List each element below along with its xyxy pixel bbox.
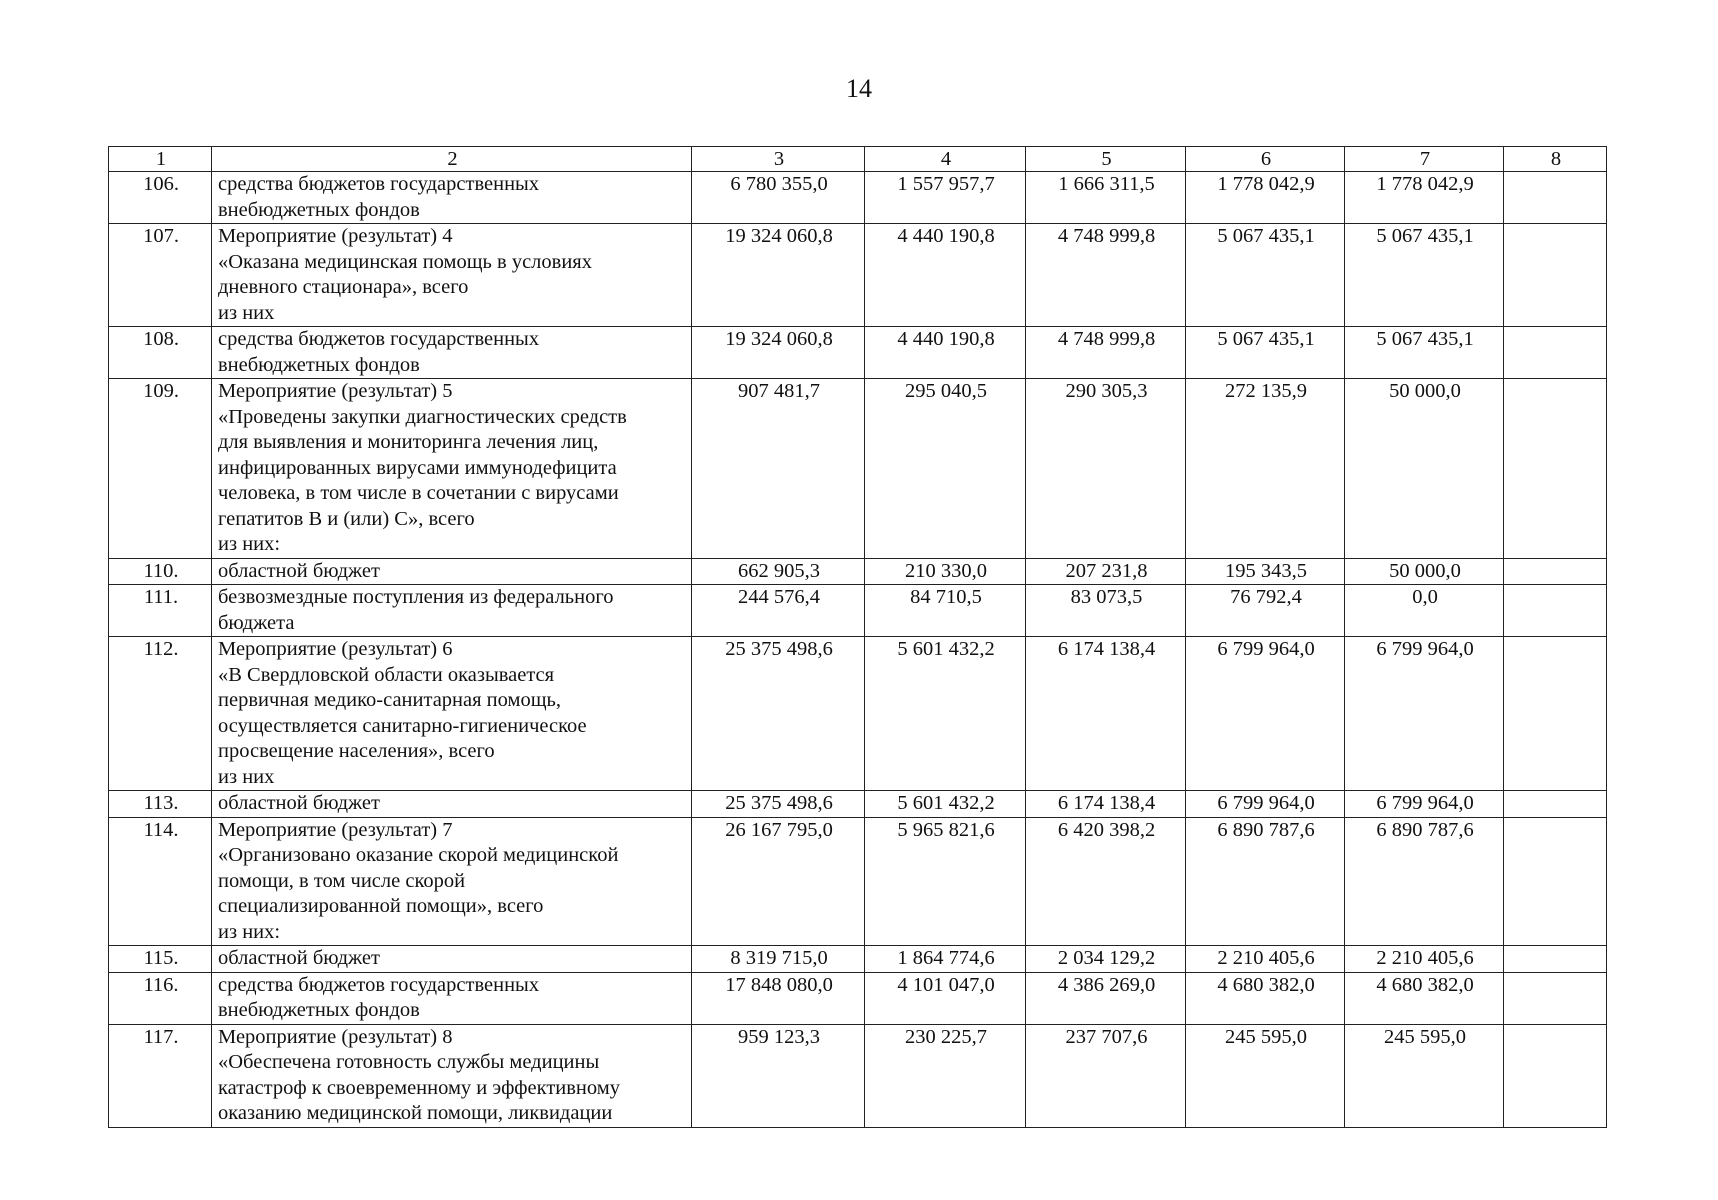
value-cell-col-3: 17 848 080,0 — [692, 972, 865, 1024]
header-cell-col-3: 3 — [692, 147, 865, 172]
description-line: Мероприятие (результат) 4 — [218, 225, 453, 247]
description-line: из них: — [218, 533, 281, 555]
description-cell — [212, 817, 692, 946]
description-line: безвозмездные поступления из федерального — [218, 586, 614, 608]
value-cell-col-3: 25 375 498,6 — [692, 637, 865, 791]
table-row — [109, 172, 1607, 224]
value-cell-col-8 — [1504, 637, 1607, 791]
header-cell-col-7: 7 — [1345, 147, 1504, 172]
value-cell-col-6: 6 799 964,0 — [1186, 791, 1345, 818]
header-cell-col-6: 6 — [1186, 147, 1345, 172]
value-cell-col-7: 5 067 435,1 — [1345, 327, 1504, 379]
description-line: гепатитов В и (или) С», всего — [218, 507, 475, 530]
description-line: для выявления и мониторинга лечения лиц, — [218, 431, 599, 453]
description-line: первичная медико-санитарная помощь, — [218, 689, 561, 711]
value-cell-col-6: 6 799 964,0 — [1186, 637, 1345, 791]
table-row — [109, 558, 1607, 585]
table-row — [109, 791, 1607, 818]
description-cell — [212, 791, 692, 818]
value-cell-col-6: 245 595,0 — [1186, 1024, 1345, 1127]
value-cell-col-7: 50 000,0 — [1345, 379, 1504, 559]
value-cell-col-7: 6 799 964,0 — [1345, 637, 1504, 791]
value-cell-col-3: 244 576,4 — [692, 585, 865, 637]
row-number-cell: 110. — [109, 558, 212, 585]
description-line: внебюджетных фондов — [218, 198, 420, 221]
value-cell-col-8 — [1504, 1024, 1607, 1127]
value-cell-col-7: 6 799 964,0 — [1345, 791, 1504, 818]
value-cell-col-4: 230 225,7 — [865, 1024, 1026, 1127]
value-cell-col-8 — [1504, 172, 1607, 224]
header-cell-col-2: 2 — [212, 147, 692, 172]
description-line: Мероприятие (результат) 5 — [218, 380, 453, 402]
table-row — [109, 817, 1607, 946]
value-cell-col-8 — [1504, 972, 1607, 1024]
description-line: осуществляется санитарно-гигиеническое — [218, 714, 587, 737]
row-number-cell: 112. — [109, 637, 212, 791]
value-cell-col-4: 5 601 432,2 — [865, 791, 1026, 818]
value-cell-col-6: 5 067 435,1 — [1186, 224, 1345, 327]
value-cell-col-7: 1 778 042,9 — [1345, 172, 1504, 224]
row-number-cell: 111. — [109, 585, 212, 637]
description-line: катастроф к своевременному и эффективному — [218, 1076, 620, 1099]
value-cell-col-5: 6 174 138,4 — [1026, 637, 1186, 791]
value-cell-col-5: 6 174 138,4 — [1026, 791, 1186, 818]
table-row — [109, 946, 1607, 973]
value-cell-col-4: 4 101 047,0 — [865, 972, 1026, 1024]
value-cell-col-8 — [1504, 224, 1607, 327]
description-line: специализированной помощи», всего — [218, 895, 544, 917]
value-cell-col-3: 26 167 795,0 — [692, 817, 865, 946]
description-cell — [212, 1024, 692, 1127]
row-number-cell: 109. — [109, 379, 212, 559]
description-line: Мероприятие (результат) 8 — [218, 1025, 453, 1048]
header-cell-col-8: 8 — [1504, 147, 1607, 172]
value-cell-col-3: 662 905,3 — [692, 558, 865, 585]
value-cell-col-7: 2 210 405,6 — [1345, 946, 1504, 973]
row-number-cell: 107. — [109, 224, 212, 327]
value-cell-col-7: 245 595,0 — [1345, 1024, 1504, 1127]
table-row — [109, 637, 1607, 791]
table-body — [109, 147, 1607, 1128]
description-line: средства бюджетов государственных — [218, 973, 540, 996]
description-line: Мероприятие (результат) 6 — [218, 638, 453, 660]
value-cell-col-6: 5 067 435,1 — [1186, 327, 1345, 379]
page-number: 14 — [846, 74, 872, 103]
description-line: «Оказана медицинская помощь в условиях — [218, 250, 592, 273]
table-row — [109, 1024, 1607, 1127]
value-cell-col-6: 1 778 042,9 — [1186, 172, 1345, 224]
table-row — [109, 224, 1607, 327]
value-cell-col-3: 25 375 498,6 — [692, 791, 865, 818]
description-cell — [212, 327, 692, 379]
value-cell-col-6: 195 343,5 — [1186, 558, 1345, 585]
value-cell-col-5: 207 231,8 — [1026, 558, 1186, 585]
description-line: бюджета — [218, 611, 295, 634]
value-cell-col-6: 76 792,4 — [1186, 585, 1345, 637]
value-cell-col-4: 5 965 821,6 — [865, 817, 1026, 946]
value-cell-col-4: 4 440 190,8 — [865, 327, 1026, 379]
value-cell-col-5: 4 748 999,8 — [1026, 224, 1186, 327]
table-row — [109, 585, 1607, 637]
description-cell — [212, 585, 692, 637]
row-number-cell: 115. — [109, 946, 212, 973]
row-number-cell: 108. — [109, 327, 212, 379]
value-cell-col-8 — [1504, 585, 1607, 637]
value-cell-col-5: 6 420 398,2 — [1026, 817, 1186, 946]
description-line: просвещение населения», всего — [218, 740, 495, 762]
description-cell — [212, 172, 692, 224]
value-cell-col-5: 4 386 269,0 — [1026, 972, 1186, 1024]
description-line: областной бюджет — [218, 792, 380, 814]
description-line: средства бюджетов государственных — [218, 328, 540, 350]
description-line: внебюджетных фондов — [218, 353, 420, 376]
value-cell-col-3: 8 319 715,0 — [692, 946, 865, 973]
value-cell-col-7: 0,0 — [1345, 585, 1504, 637]
description-cell — [212, 946, 692, 973]
row-number-cell: 106. — [109, 172, 212, 224]
value-cell-col-6: 272 135,9 — [1186, 379, 1345, 559]
value-cell-col-4: 1 864 774,6 — [865, 946, 1026, 973]
value-cell-col-6: 4 680 382,0 — [1186, 972, 1345, 1024]
value-cell-col-5: 1 666 311,5 — [1026, 172, 1186, 224]
value-cell-col-7: 5 067 435,1 — [1345, 224, 1504, 327]
row-number-cell: 117. — [109, 1024, 212, 1127]
value-cell-col-8 — [1504, 817, 1607, 946]
description-line: областной бюджет — [218, 947, 380, 969]
value-cell-col-8 — [1504, 327, 1607, 379]
header-cell-col-5: 5 — [1026, 147, 1186, 172]
value-cell-col-5: 4 748 999,8 — [1026, 327, 1186, 379]
description-line: «Проведены закупки диагностических средств — [218, 405, 627, 428]
description-line: из них — [218, 301, 275, 324]
value-cell-col-4: 1 557 957,7 — [865, 172, 1026, 224]
table-row — [109, 972, 1607, 1024]
description-line: помощи, в том числе скорой — [218, 869, 466, 892]
description-cell — [212, 379, 692, 559]
value-cell-col-5: 2 034 129,2 — [1026, 946, 1186, 973]
value-cell-col-4: 5 601 432,2 — [865, 637, 1026, 791]
description-cell — [212, 972, 692, 1024]
row-number-cell: 113. — [109, 791, 212, 818]
value-cell-col-8 — [1504, 558, 1607, 585]
row-number-cell: 114. — [109, 817, 212, 946]
description-line: человека, в том числе в сочетании с вирусами — [218, 482, 619, 504]
description-line: дневного стационара», всего — [218, 276, 469, 298]
description-line: из них: — [218, 920, 281, 943]
description-line: из них — [218, 765, 275, 788]
value-cell-col-3: 907 481,7 — [692, 379, 865, 559]
value-cell-col-3: 6 780 355,0 — [692, 172, 865, 224]
description-line: средства бюджетов государственных — [218, 173, 540, 195]
description-cell — [212, 224, 692, 327]
table-row — [109, 327, 1607, 379]
value-cell-col-6: 6 890 787,6 — [1186, 817, 1345, 946]
description-cell — [212, 558, 692, 585]
value-cell-col-8 — [1504, 379, 1607, 559]
value-cell-col-5: 83 073,5 — [1026, 585, 1186, 637]
description-cell — [212, 637, 692, 791]
value-cell-col-3: 19 324 060,8 — [692, 327, 865, 379]
value-cell-col-4: 84 710,5 — [865, 585, 1026, 637]
description-line: оказанию медицинской помощи, ликвидации — [218, 1102, 613, 1124]
description-line: «Обеспечена готовность службы медицины — [218, 1051, 600, 1073]
description-line: областной бюджет — [218, 559, 380, 582]
value-cell-col-3: 959 123,3 — [692, 1024, 865, 1127]
value-cell-col-7: 50 000,0 — [1345, 558, 1504, 585]
value-cell-col-4: 4 440 190,8 — [865, 224, 1026, 327]
value-cell-col-8 — [1504, 791, 1607, 818]
description-line: «В Свердловской области оказывается — [218, 663, 555, 686]
value-cell-col-3: 19 324 060,8 — [692, 224, 865, 327]
description-line: Мероприятие (результат) 7 — [218, 818, 453, 841]
value-cell-col-5: 290 305,3 — [1026, 379, 1186, 559]
header-cell-col-4: 4 — [865, 147, 1026, 172]
row-number-cell: 116. — [109, 972, 212, 1024]
header-cell-col-1: 1 — [109, 147, 212, 172]
description-line: инфицированных вирусами иммунодефицита — [218, 456, 617, 479]
value-cell-col-4: 295 040,5 — [865, 379, 1026, 559]
table-row — [109, 379, 1607, 559]
value-cell-col-8 — [1504, 946, 1607, 973]
value-cell-col-6: 2 210 405,6 — [1186, 946, 1345, 973]
value-cell-col-4: 210 330,0 — [865, 558, 1026, 585]
table-header-row — [109, 147, 1607, 172]
budget-table — [108, 146, 1607, 1128]
description-line: «Организовано оказание скорой медицинской — [218, 844, 619, 866]
value-cell-col-5: 237 707,6 — [1026, 1024, 1186, 1127]
value-cell-col-7: 6 890 787,6 — [1345, 817, 1504, 946]
description-line: внебюджетных фондов — [218, 999, 420, 1021]
value-cell-col-7: 4 680 382,0 — [1345, 972, 1504, 1024]
